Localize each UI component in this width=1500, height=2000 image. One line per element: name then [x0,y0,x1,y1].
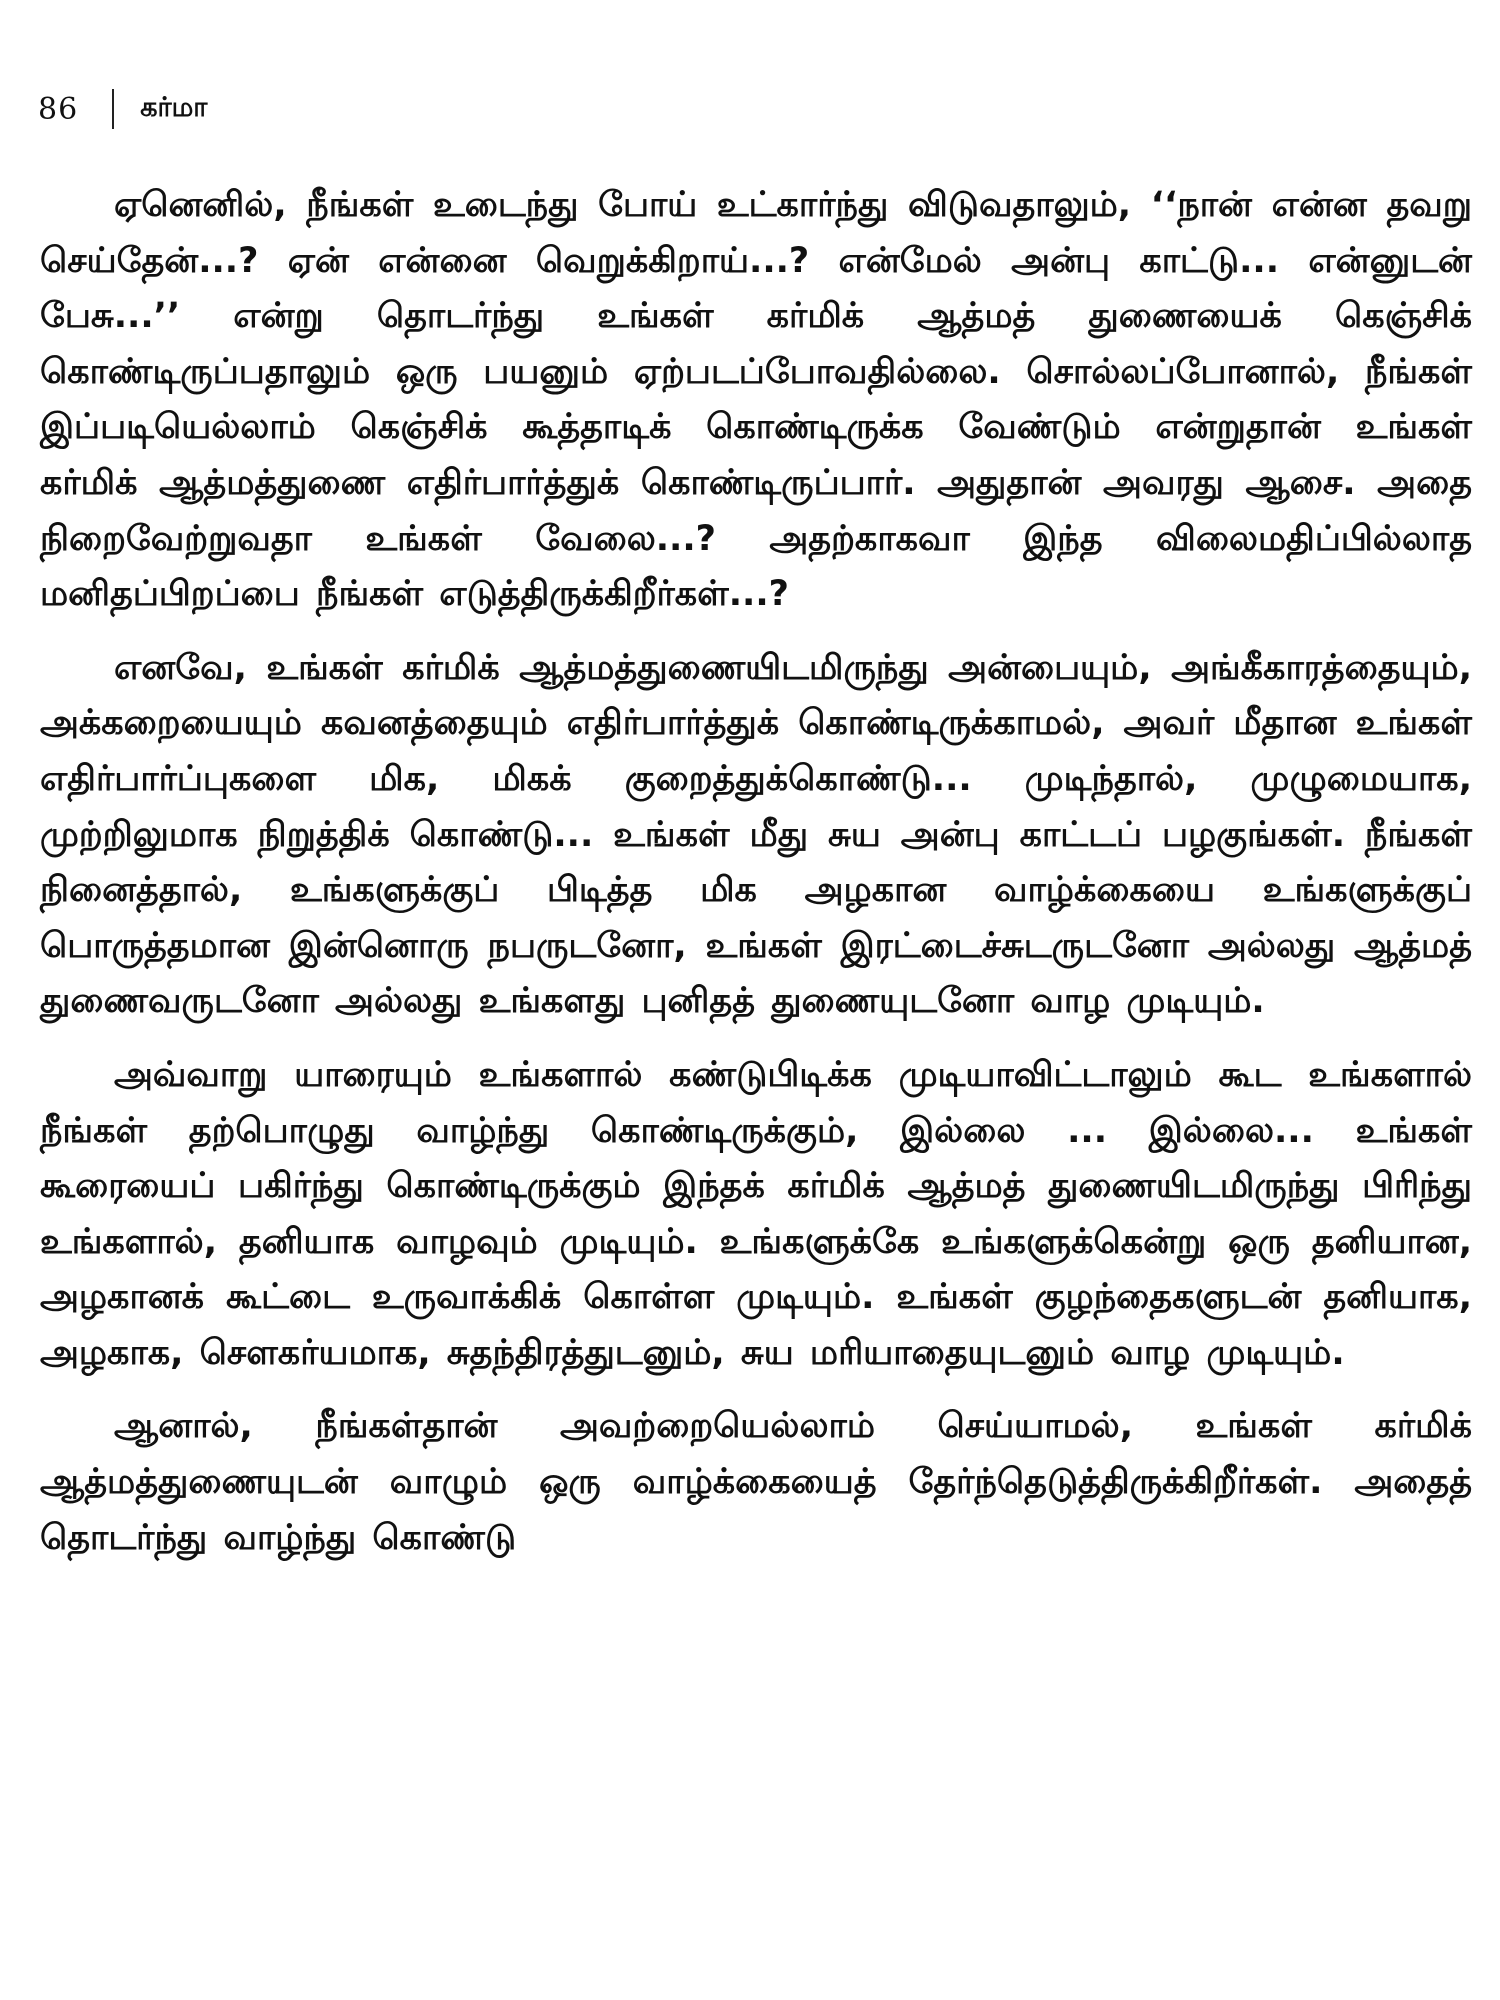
header-divider [112,89,114,129]
paragraph-2: எனவே, உங்கள் கர்மிக் ஆத்மத்துணையிடமிருந்து அன்பையும், அங்கீகாரத்தையும், அக்கறையையும் கவனத்தையும் எதிர்பார்த்துக் கொண்டிருக்காமல், அவர் மீதான உங்கள் எதிர்பார்ப்புகளை மிக, மிகக் குறைத்துக்கொண்டு... முடிந்தால், முழுமையாக, முற்றிலுமாக நிறுத்திக் கொண்டு... உங்கள் மீது சுய அன்பு காட்டப் பழகுங்கள். நீங்கள் நினைத்தால், உங்களுக்குப் பிடித்த மிக அழகான வாழ்க்கையை உங்களுக்குப் பொருத்தமான இன்னொரு நபருடனோ, உங்கள் இரட்டைச்சுடருடனோ அல்லது ஆத்மத் துணைவருடனோ அல்லது உங்களது புனிதத் துணையுடனோ வாழ முடியும். [40,647,1472,1022]
page-header [38,88,207,130]
body-text [40,178,1472,1566]
page-number: 86 [38,91,79,127]
paragraph-4: ஆனால், நீங்கள்தான் அவற்றையெல்லாம் செய்யாமல், உங்கள் கர்மிக் ஆத்மத்துணையுடன் வாழும் ஒரு வாழ்க்கையைத் தேர்ந்தெடுத்திருக்கிறீர்கள். அதைத் தொடர்ந்து வாழ்ந்து கொண்டு [40,1406,1472,1558]
paragraph-1: ஏனெனில், நீங்கள் உடைந்து போய் உட்கார்ந்து விடுவதாலும், ‘‘நான் என்ன தவறு செய்தேன்...? ஏன் என்னை வெறுக்கிறாய்...? என்மேல் அன்பு காட்டு... என்னுடன் பேசு...’’ என்று தொடர்ந்து உங்கள் கர்மிக் ஆத்மத் துணையைக் கெஞ்சிக் கொண்டிருப்பதாலும் ஒரு பயனும் ஏற்படப்போவதில்லை. சொல்லப்போனால், நீங்கள் இப்படியெல்லாம் கெஞ்சிக் கூத்தாடிக் கொண்டிருக்க வேண்டும் என்றுதான் உங்கள் கர்மிக் ஆத்மத்துணை எதிர்பார்த்துக் கொண்டிருப்பார். அதுதான் அவரது ஆசை. அதை நிறைவேற்றுவதா உங்கள் வேலை...? அதற்காகவா இந்த விலைமதிப்பில்லாத மனிதப்பிறப்பை நீங்கள் எடுத்திருக்கிறீர்கள்...? [40,185,1472,615]
running-title: கர்மா [140,91,208,123]
paragraph-3: அவ்வாறு யாரையும் உங்களால் கண்டுபிடிக்க முடியாவிட்டாலும் கூட உங்களால் நீங்கள் தற்பொழுது வாழ்ந்து கொண்டிருக்கும், இல்லை ... இல்லை... உங்கள் கூரையைப் பகிர்ந்து கொண்டிருக்கும் இந்தக் கர்மிக் ஆத்மத் துணையிடமிருந்து பிரிந்து உங்களால், தனியாக வாழவும் முடியும். உங்களுக்கே உங்களுக்கென்று ஒரு தனியான, அழகானக் கூட்டை உருவாக்கிக் கொள்ள முடியும். உங்கள் குழந்தைகளுடன் தனியாக, அழகாக, சௌகர்யமாக, சுதந்திரத்துடனும், சுய மரியாதையுடனும் வாழ முடியும். [40,1054,1472,1373]
